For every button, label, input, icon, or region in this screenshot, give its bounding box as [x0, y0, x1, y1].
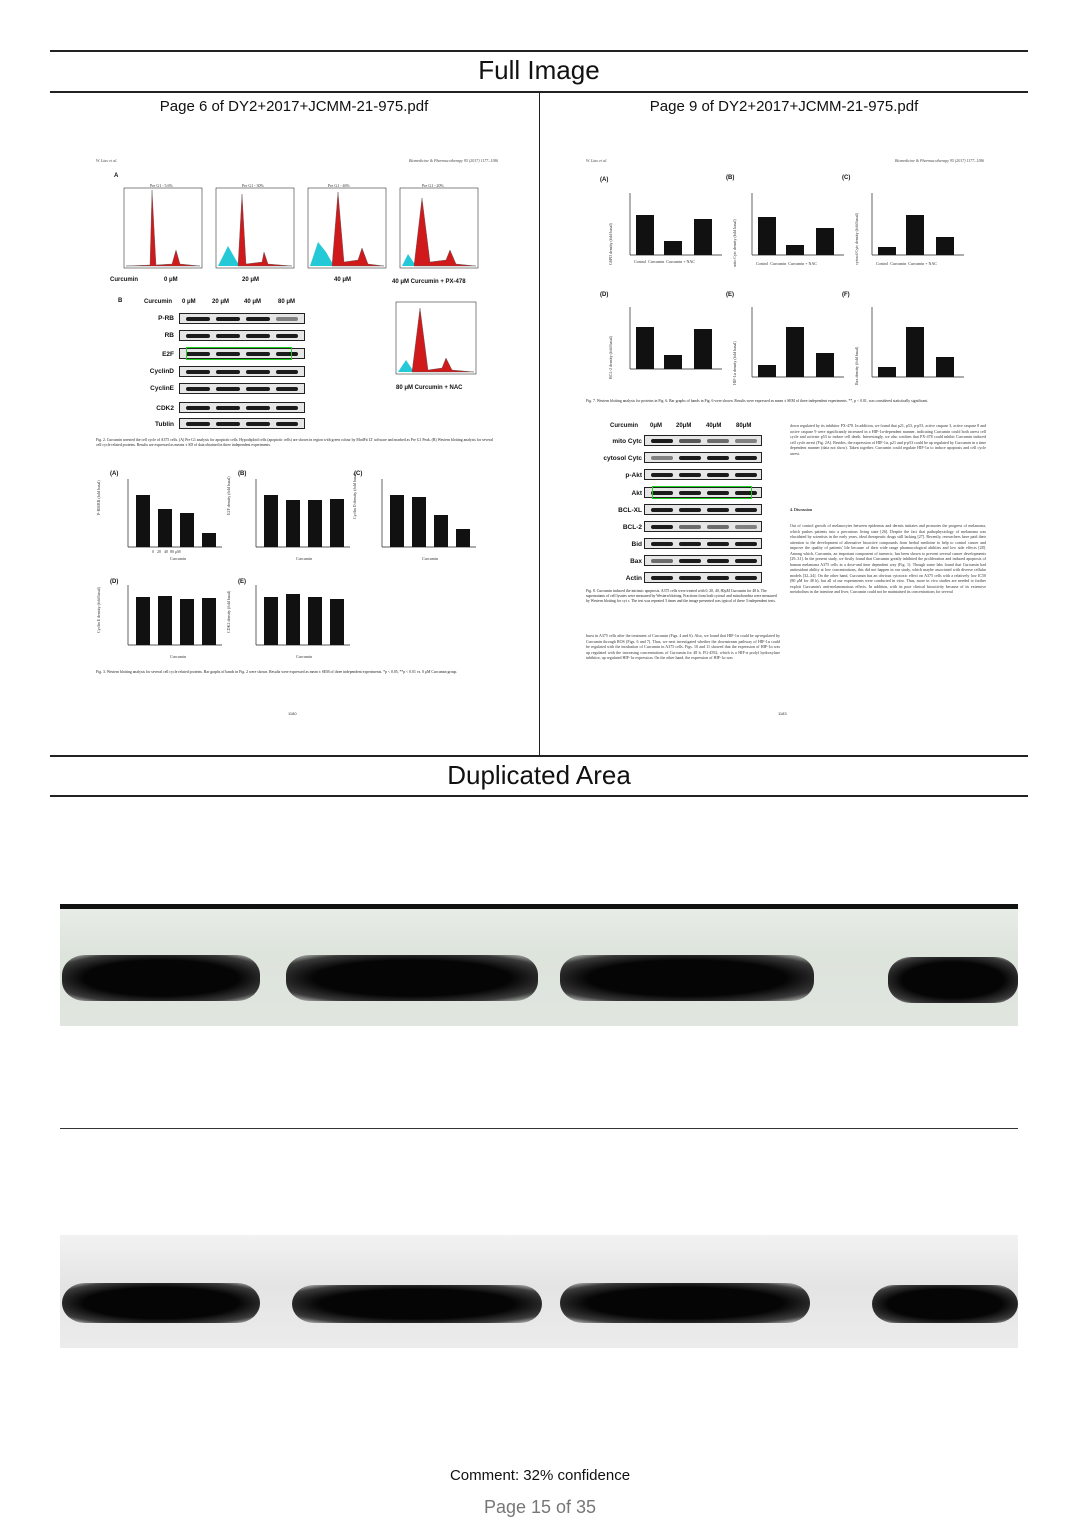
r-blot-header-0: 0μM: [650, 423, 663, 429]
r-blot-header-20: 20μM: [676, 423, 692, 429]
blot-label-cyclind: CyclinD: [149, 368, 174, 375]
right-page-header-left: W. Liao et al.: [586, 158, 608, 163]
fig3-chart-a: [128, 479, 222, 547]
top-rule: [50, 50, 1028, 52]
fig3-label-d: (D): [110, 579, 119, 585]
body-text-right-bottom: Out of control growth of melanocytes between epidermis and dermis initiates and promotes the progress of melanoma, which pushes patients into a precarious living state [26]. Despite the fact that pathophysiology of melanoma was elucidated by scientists in the early years, ideal therapeutic drugs still lacking [27]. Recently, researchers have paid their attention to the development of alternative bioactive compounds from herbal medicine to help to control cancer and improve the quality of patients' life because of their wide range pharmacological abilities and low side effects [28]. Among which, Curcumin, an important component of turmeric, has been shown to prevent several cancer developments [29–31]. In the present study, we firstly found that Curcumin greatly inhibited the proliferation and induced apoptosis of human melanoma A375 cells in a dose-and time dependent way (Fig. 1). Though some labs found that Curcumin had antioxidant ability at low concentrations, this did not happen in our study, which maybe associated with diverse cellular models [32–34]. On the other hand, Curcumin has an obvious cytotoxic effect on A375 cells with a relatively low IC50 (80 μM for 48 h), but all of our experiments were conducted in vitro. Thus, more in vivo studies are needed to further exploit Curcumin's anti-melanomatous effects. In addition, with its poor clinical bioactivity because of its extensive metabolism in the intestine and liver, Curcumin could not be maintained its concentrations for several: [790, 523, 986, 594]
flow-histogram-nac: [392, 300, 482, 380]
blot-row-prb: [179, 313, 305, 324]
r-blot-row-pakt: [644, 469, 762, 480]
fig3-xticks-a: 0 20 40 80 μM: [152, 549, 181, 554]
blot-row-cdk2: [179, 402, 305, 413]
histogram-0: [124, 188, 202, 268]
fig3-ylabel-b: E2F density (fold basal): [226, 476, 231, 515]
r-blot-row-actin: [644, 572, 762, 583]
blot-label-prb: P-RB: [158, 315, 174, 322]
fig7-label-e: (E): [726, 292, 734, 298]
fig7-ylabel-c: cytosol Cytc density (fold basal): [854, 213, 859, 265]
fig7-label-b: (B): [726, 175, 735, 181]
left-panel-title: Page 6 of DY2+2017+JCMM-21-975.pdf: [159, 98, 429, 115]
fig7-chart-e: [752, 307, 844, 377]
blot-row-cyclind: [179, 366, 305, 377]
fig3-bar-charts: [92, 467, 502, 667]
duplicated-top-rule: [50, 755, 1028, 757]
r-blot-header-curcumin: Curcumin: [610, 423, 639, 429]
confidence-comment: Comment: 32% confidence: [449, 1467, 631, 1484]
fig3-ylabel-a: P-RB/RB (fold basal): [96, 480, 101, 515]
fig7-chart-a: [630, 193, 722, 255]
body-text-right-top: down regulated by its inhibitor PX-478. In addition, we found that p21, p53, p-p53, active caspase 3, active caspase 8 and active caspase 9 were significantly increased in a HIF-1α-dependent manner, indicating Curcumin could both arrest cell cycle and activate p53 to induce cell death. Interestingly, we also confirm that PX-478 could inhibit Curcumin induced cell cycle arrest (Fig. 2A). Besides, the expression of HIF-1α, p21 and p-p53 could be up regulated by Curcumin in a time dependent manner (data not show). Taken together, Curcumin could regulate HIF-1α to induce apoptosis and cell cycle arrest.: [790, 423, 986, 456]
fig3-ylabel-c: Cyclin D density (fold basal): [352, 472, 357, 519]
fig3-label-b: (B): [238, 471, 247, 477]
r-blot-label-bid: Bid: [631, 541, 642, 548]
duplicate-highlight-box-right: [652, 486, 752, 499]
blot-label-rb: RB: [164, 332, 174, 339]
right-page-thumbnail: [582, 155, 992, 725]
fig7-chart-f: [872, 307, 964, 377]
fig7-chart-d: [630, 307, 722, 369]
r-blot-label-actin: Actin: [625, 575, 642, 582]
fig3-xlabel-b: Curcumin: [296, 556, 312, 561]
blot-header-0: 0 μM: [182, 299, 196, 305]
fig3-label-a: (A): [110, 471, 119, 477]
duplicated-area-heading: Duplicated Area: [447, 760, 631, 790]
flow-20um: 20 μM: [242, 277, 260, 283]
fig7-label-a: (A): [600, 177, 609, 183]
fig2-section-b: B: [118, 298, 123, 304]
fig7-label-d: (D): [600, 292, 609, 298]
right-page-number: 1183: [778, 711, 787, 716]
flow-curcumin-label: Curcumin: [110, 277, 139, 283]
flow-0um: 0 μM: [164, 277, 178, 283]
r-blot-row-bid: [644, 538, 762, 549]
flow-peak-2: Pre G1 - 46%: [328, 183, 350, 188]
blot-label-tublin: Tublin: [154, 421, 174, 428]
fig7-xticks-c: Control Curcumin Curcumin + NAC: [876, 261, 937, 266]
left-page-header-right: Biomedicine & Pharmacotherapy 95 (2017) 1177–1186: [408, 158, 498, 163]
fig3-chart-c: [382, 479, 476, 547]
flow-40um: 40 μM: [334, 277, 352, 283]
r-blot-row-bax: [644, 555, 762, 566]
duplicated-blot-strip-1: [60, 904, 1018, 1026]
r-blot-header-80: 80μM: [736, 423, 752, 429]
histogram-2: [308, 188, 386, 268]
histogram-3: [400, 188, 478, 268]
fig7-bar-charts: [582, 155, 992, 395]
fig3-xlabel-e: Curcumin: [296, 654, 312, 659]
fig8-caption: Fig. 8. Curcumin induced the intrinsic apoptosis. A375 cells were treated with 0, 20, 40, 80μM Curcumin for 48 h. The supernatants of cell lysates were measured by Western blotting. Fractions from both cytosol and mitochondria were measured by Western blotting for cyt c. The test was repeated 3 times and the image presented was typical of these 3 independent tests.: [586, 589, 777, 603]
r-blot-row-bcl2: [644, 521, 762, 532]
duplicated-blot-strip-2: [60, 1235, 1018, 1348]
full-image-heading: Full Image: [478, 55, 600, 85]
fig7-xticks-a: Control Curcumin Curcumin + NAC: [634, 259, 695, 264]
fig3-ylabel-d: Cyclin E density (fold basal): [96, 587, 101, 633]
blot-label-cdk2: CDK2: [156, 405, 174, 412]
r-blot-label-pakt: p-Akt: [625, 472, 642, 479]
fig7-ylabel-f: Bax density (fold basal): [854, 346, 859, 385]
left-page-number: 1180: [288, 711, 297, 716]
r-blot-row-bclxl: [644, 504, 762, 515]
r-blot-label-akt: Akt: [631, 490, 642, 497]
fig3-xlabel-a: Curcumin: [170, 556, 186, 561]
duplicate-highlight-box: [186, 347, 292, 360]
panel-divider: [539, 91, 540, 755]
fig7-chart-c: [872, 193, 964, 255]
r-blot-row-cytosolcytc: [644, 452, 762, 463]
r-blot-label-bclxl: BCL-XL: [618, 507, 642, 514]
r-blot-label-bcl2: BCL-2: [622, 524, 642, 531]
right-page-header-right: Biomedicine & Pharmacotherapy 95 (2017) 1177–1186: [894, 158, 984, 163]
duplicated-area-rule: [50, 795, 1028, 797]
r-blot-row-mitocytc: [644, 435, 762, 446]
blot-header-20: 20 μM: [212, 299, 230, 305]
fig7-label-c: (C): [842, 175, 851, 181]
fig3-chart-e: [256, 585, 350, 645]
fig3-chart-b: [256, 479, 350, 547]
fig3-caption: Fig. 3. Western blotting analysis for several cell cycle related proteins. Bar graphs of bands in Fig. 2 were shown. Results were expressed as mean ± SEM of three independent experiments. *p < 0.05, **p < 0.01 vs. 0 μM Curcumin group.: [96, 670, 458, 674]
r-blot-label-cytosolcytc: cytosol Cytc: [603, 455, 642, 462]
histogram-1: [216, 188, 294, 268]
fig7-ylabel-b: mito Cytc density (fold basal): [732, 219, 737, 267]
fig7-ylabel-d: BCL-2 density (fold basal): [608, 336, 613, 379]
blot-header-40: 40 μM: [244, 299, 262, 305]
fig7-chart-b: [752, 193, 844, 255]
r-blot-label-bax: Bax: [630, 558, 642, 565]
fig3-label-c: (C): [354, 471, 363, 477]
left-page-header-left: W. Liao et al.: [96, 158, 118, 163]
flow-peak-3: Pre G1 - 20%: [422, 183, 444, 188]
fig3-xlabel-d: Curcumin: [170, 654, 186, 659]
flow-peak-0: Pre G1 - 5.6%: [150, 183, 173, 188]
blot-header-curcumin: Curcumin: [144, 299, 173, 305]
right-panel-title: Page 9 of DY2+2017+JCMM-21-975.pdf: [649, 98, 919, 115]
fig7-ylabel-e: HIF-1α density (fold basal): [732, 341, 737, 385]
blot-row-rb: [179, 330, 305, 341]
separator-line: [60, 1128, 1018, 1129]
flow-nac-label: 80 μM Curcumin + NAC: [396, 385, 463, 391]
blot-header-80: 80 μM: [278, 299, 296, 305]
blot-label-cycline: CyclinE: [150, 385, 174, 392]
fig3-label-e: (E): [238, 579, 246, 585]
fig7-ylabel-a: G6PD density (fold basal): [608, 223, 613, 265]
fig7-xticks-b: Control Curcumin Curcumin + NAC: [756, 261, 817, 266]
discussion-heading: 4. Discussion: [790, 507, 813, 512]
flow-cytometry-histograms: [112, 180, 502, 290]
blot-row-tublin: [179, 418, 305, 429]
fig2-section-a: A: [114, 173, 119, 179]
fig7-label-f: (F): [842, 292, 850, 298]
fig3-xlabel-c: Curcumin: [422, 556, 438, 561]
blot-label-e2f: E2F: [162, 351, 174, 358]
fig7-caption: Fig. 7. Western blotting analysis for proteins in Fig. 6. Bar graphs of bands in Fig. 6 were shown. Results were expressed as mean ± SEM of three independent experiments. **, p < 0.01, was considered statistically significant.: [586, 399, 929, 403]
flow-px478: 40 μM Curcumin + PX-478: [392, 279, 466, 285]
r-blot-header-40: 40μM: [706, 423, 722, 429]
left-page-thumbnail: [92, 155, 502, 725]
fig3-chart-d: [128, 585, 222, 645]
page-indicator: Page 15 of 35: [483, 1497, 597, 1517]
body-text-left: burst in A375 cells after the treatment of Curcumin (Figs. 4 and 6). Also, we found that HIF-1α could be up-regulated by Curcumin through ROS (Figs. 6 and 7). Thus, we next investigated whether the downstream pathway of HIF-1α could be regulated with the incubation of Curcumin in A375 cells. Figs. 10 and 11 showed that the expression of HIF-1α was up regulated with the increasing concentrations of Curcumin for 48 h. FG-4592, which is a HIF-α prolyl hydroxylase inhibitor, up regulated HIF-1α expression. On the other hand, the expression of HIF-1α was: [586, 633, 780, 660]
flow-peak-1: Pre G1 - 30%: [242, 183, 264, 188]
fig2-caption: Fig. 2. Curcumin arrested the cell cycle of A375 cells. (A) Pre G1 analysis for apoptotic cells. Hypodiploid cells (apoptotic cells) are shown in region with green colour by ModFit LT software and marked as Pre G1 Peak. (B) Western blotting analysis for several cell cycle related proteins. Results are expressed as means ± SD of data obtained in three independent experiments.: [96, 438, 493, 447]
blot-row-cycline: [179, 383, 305, 394]
fig3-ylabel-e: CDK2 density (fold basal): [226, 590, 231, 633]
r-blot-label-mitocytc: mito Cytc: [612, 438, 642, 445]
